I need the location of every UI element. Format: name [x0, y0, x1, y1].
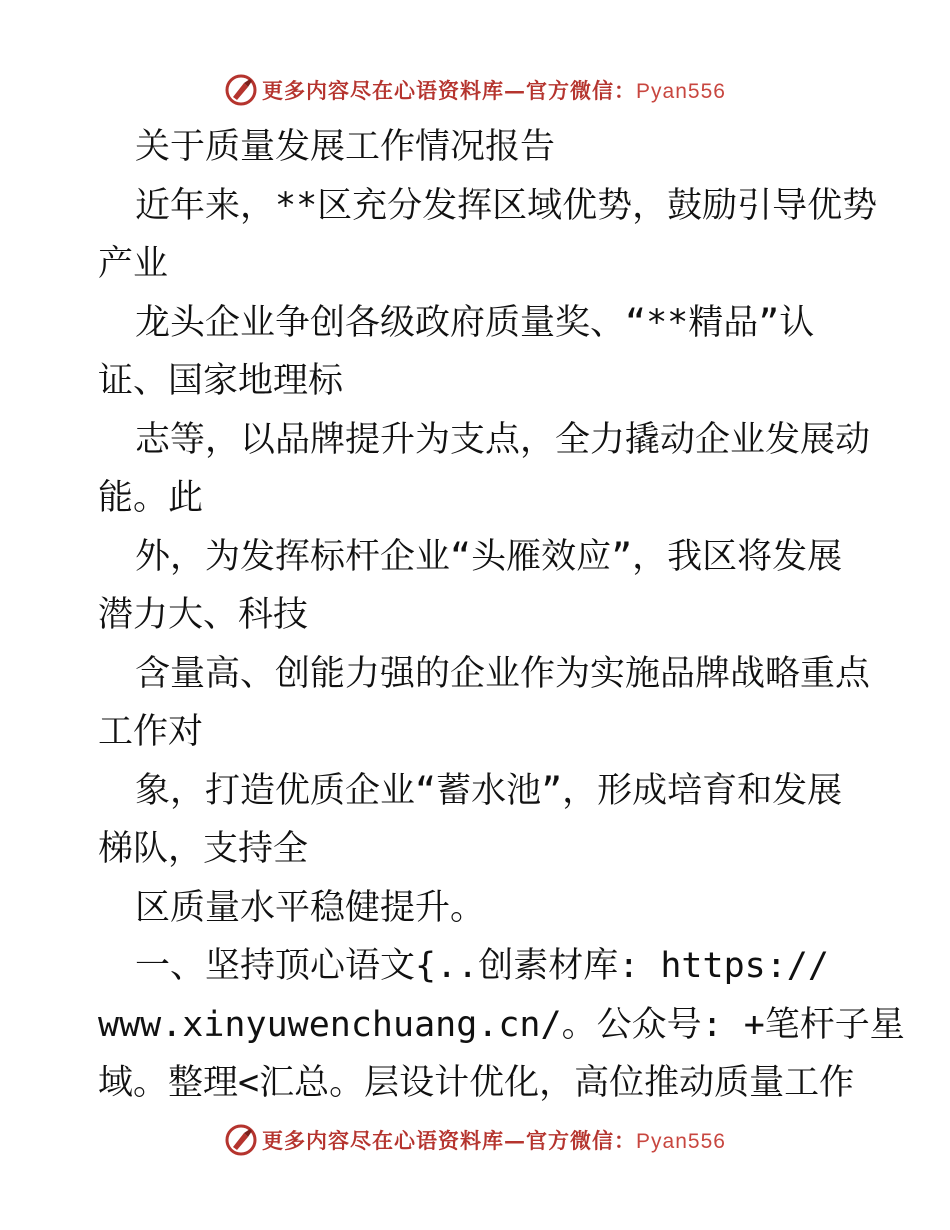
footer-watermark	[0, 1120, 950, 1160]
text-line: 产业	[98, 244, 169, 284]
text-line: 潜力大、科技	[98, 595, 309, 635]
text-line: 能。此	[98, 478, 204, 518]
watermark-official-label: 官方微信：	[526, 78, 637, 103]
section-heading-line: 一、坚持顶心语文{..创素材库: https://	[135, 946, 829, 986]
text-line: 工作对	[98, 712, 204, 752]
header-watermark	[0, 70, 950, 110]
watermark-separator: —	[504, 1128, 527, 1153]
document-body	[98, 118, 905, 1113]
watermark-separator: —	[504, 78, 527, 103]
text-line: 区质量水平稳健提升。	[135, 887, 486, 928]
watermark-text	[262, 1125, 726, 1155]
watermark-brand: 更多内容尽在心语资料库	[262, 1128, 505, 1153]
text-line: 龙头企业争创各级政府质量奖、“**精品”认	[135, 302, 815, 343]
text-line: 志等，以品牌提升为支点，全力撬动企业发展动	[135, 419, 871, 460]
text-line: 近年来，**区充分发挥区域优势，鼓励引导优势	[135, 185, 878, 226]
text-line: 象，打造优质企业“蓄水池”，形成培育和发展	[135, 770, 843, 811]
text-line: 证、国家地理标	[98, 361, 344, 401]
document-title: 关于质量发展工作情况报告	[135, 127, 556, 167]
pen-nib-swirl-icon	[224, 73, 258, 107]
text-line: 梯队，支持全	[98, 829, 309, 869]
watermark-text	[262, 75, 726, 105]
pen-nib-swirl-icon	[224, 1123, 258, 1157]
watermark-wechat-id: Pyan556	[636, 1130, 726, 1153]
text-line: 含量高、创能力强的企业作为实施品牌战略重点	[135, 653, 871, 694]
watermark-wechat-id: Pyan556	[636, 80, 726, 103]
text-line: 外，为发挥标杆企业“头雁效应”，我区将发展	[135, 536, 843, 577]
text-line: 域。整理<汇总。层设计优化，高位推动质量工作	[98, 1063, 855, 1103]
text-line: www.xinyuwenchuang.cn/。公众号: +笔杆子星	[98, 1004, 905, 1045]
watermark-brand: 更多内容尽在心语资料库	[262, 78, 505, 103]
watermark-official-label: 官方微信：	[526, 1128, 637, 1153]
